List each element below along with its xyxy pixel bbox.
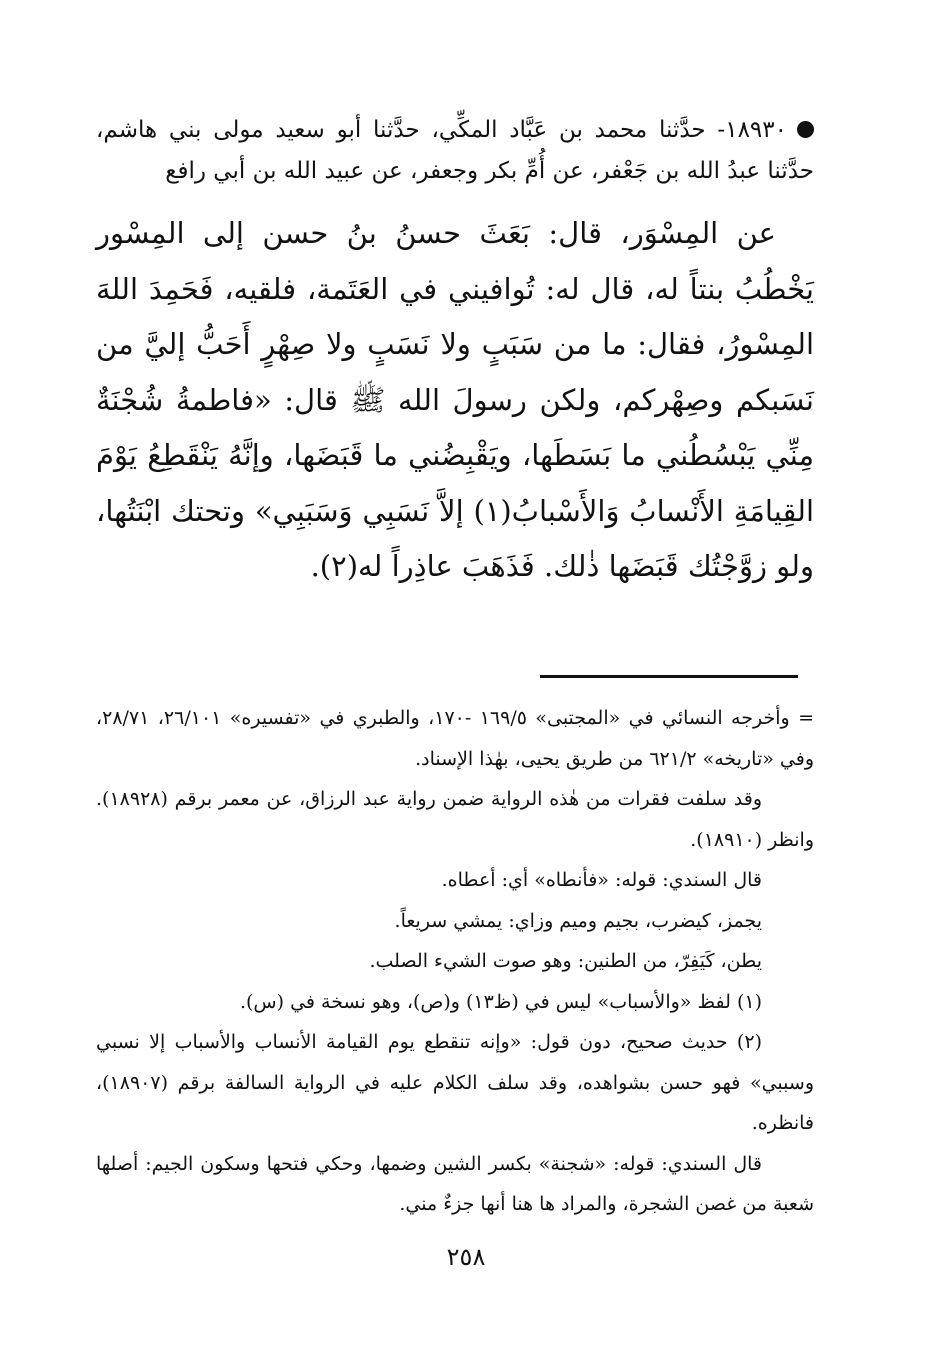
main-text-block: [96, 110, 814, 595]
footnote-paragraph: يطن، كَيَفِرّ، من الطنين: وهو صوت الشيء الصلب.: [369, 950, 762, 972]
footnote-paragraph: قال السندي: قوله: «فأنطاه» أي: أعطاه.: [441, 869, 762, 891]
footnote-2: (٢) حديث صحيح، دون قول: «وإنه تنقطع يوم القيامة الأنساب والأسباب إلا نسبي وسببي» فهو حسن بشواهده، وقد سلف الكلام عليه في الرواية السالفة برقم (١٨٩٠٧)، فانظره.: [96, 1031, 814, 1134]
footnotes-section: [96, 698, 814, 1225]
hadith-isnad: [96, 110, 814, 192]
footnote-1: (١) لفظ «والأسباب» ليس في (ظ١٣) و(ص)، وهو نسخة في (س).: [239, 990, 762, 1013]
footnote-paragraph: قال السندي: قوله: «شجنة» بكسر الشين وضمها، وحكي فتحها وسكون الجيم: أصلها شعبة من غصن الشجرة، والمراد ها هنا أنها جزءٌ مني.: [96, 1152, 814, 1215]
footnote-paragraph: وقد سلفت فقرات من هٰذه الرواية ضمن رواية عبد الرزاق، عن معمر برقم (١٨٩٢٨). وانظر (١٨٩١٠).: [96, 788, 814, 851]
bullet-icon: [797, 121, 814, 138]
footnote-paragraph: يجمز، كيضرب، بجيم وميم وزاي: يمشي سريعاً.: [394, 909, 762, 932]
footnote-continuation: = وأخرجه النسائي في «المجتبى» ١٦٩/٥ -١٧٠، والطبري في «تفسيره» ٢٦/١٠١، ٢٨/٧١، وفي «تاريخه» ٦٢١/٢ من طريق يحيى، بهٰذا الإسناد.: [96, 707, 814, 770]
footnote-divider: [540, 675, 798, 678]
hadith-matn: عن المِسْوَر، قال: بَعَثَ حسنُ بنُ حسن إلى المِسْور يَخْطُبُ بنتاً له، قال له: تُوافيني في العَتَمة، فلقيه، فَحَمِدَ اللهَ المِسْورُ، فقال: ما من سَبَبٍ ولا نَسَبٍ ولا صِهْرٍ أَحَبُّ إليَّ من نَسَبكم وصِهْركم، ولكن رسولَ الله ﷺ قال: «فاطمةُ شُجْنَةٌ مِنِّي يَبْسُطُني ما بَسَطَها، ويَقْبِضُني ما قَبَضَها، وإنَّهُ يَنْقَطِعُ يَوْمَ القِيامَةِ الأَنْسابُ وَالأَسْبابُ(١) إلاَّ نَسَبِي وَسَبَبِي» وتحتك ابْنَتُها، ولو زوَّجْتُك قَبَضَها ذٰلك. فَذَهَبَ عاذِراً له(٢).: [96, 216, 815, 583]
page-number: ٢٥٨: [446, 1243, 486, 1271]
isnad-text: ١٨٩٣٠- حدَّثنا محمد بن عَبَّاد المكِّي، حدَّثنا أبو سعيد مولى بني هاشم، حدَّثنا عبدُ الله بن جَعْفر، عن أُمِّ بكر وجعفر، عن عبيد الله بن أبي رافع: [96, 117, 814, 184]
